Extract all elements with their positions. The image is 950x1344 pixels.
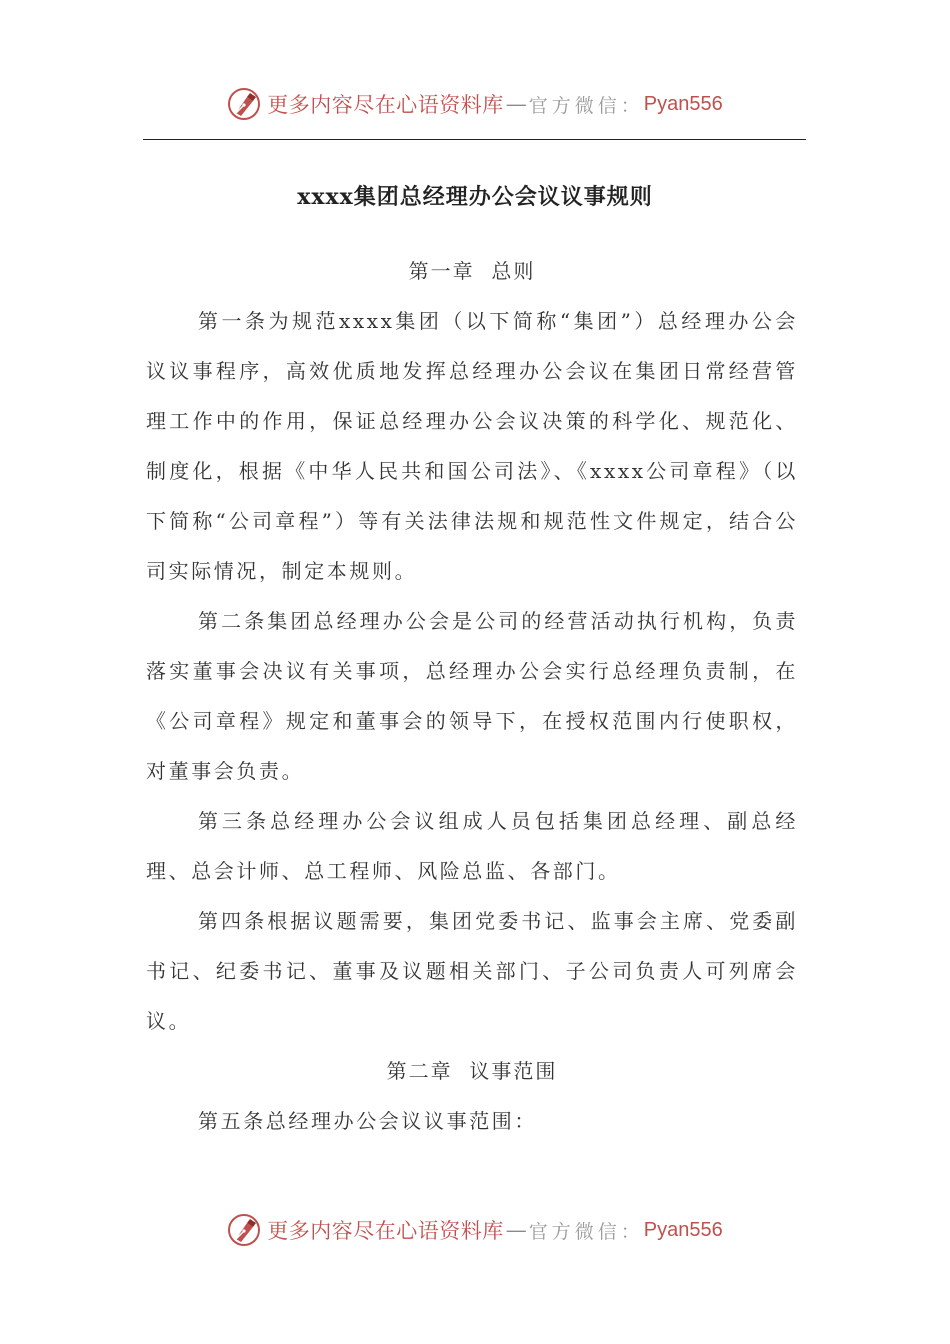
banner-wechat-id: Pyan556 — [643, 1218, 723, 1241]
banner-wechat-id: Pyan556 — [643, 92, 723, 115]
chapter-heading: 第二章 议事范围 — [386, 1059, 558, 1083]
chapter-heading: 第一章 总则 — [408, 259, 536, 283]
article-paragraph: 第一条为规范xxxx集团（以下简称“集团”）总经理办公会议议事程序，高效优质地发挥总经理办公会议在集团日常经营管理工作中的作用，保证总经理办公会议决策的科学化、规范化、制度化，根据《中华人民共和国公司法》、《xxxx公司章程》（以下简称“公司章程”）等有关法律法规和规范性文件规定，结合公司实际情况，制定本规则。 — [146, 309, 798, 583]
banner-wechat-label: 官方微信： — [528, 1220, 644, 1243]
document-title: xxxx集团总经理办公会议议事规则 — [297, 184, 653, 210]
article-paragraph: 第四条根据议题需要，集团党委书记、监事会主席、党委副书记、纪委书记、董事及议题相关部门、子公司负责人可列席会议。 — [146, 909, 798, 1033]
banner-brand-text: 更多内容尽在心语资料库 — [267, 1219, 504, 1243]
article-paragraph: 第二条集团总经理办公会是公司的经营活动执行机构，负责落实董事会决议有关事项，总经理办公会实行总经理负责制，在《公司章程》规定和董事会的领导下，在授权范围内行使职权，对董事会负责。 — [146, 609, 798, 783]
banner-wechat-label: 官方微信： — [528, 94, 644, 117]
banner-brand-text: 更多内容尽在心语资料库 — [267, 93, 504, 117]
article-paragraph: 第三条总经理办公会议组成人员包括集团总经理、副总经理、总会计师、总工程师、风险总监、各部门。 — [146, 809, 798, 883]
banner-separator: — — [505, 92, 527, 116]
banner-separator: — — [505, 1218, 527, 1242]
pen-nib-logo-icon — [227, 1213, 261, 1247]
footer-banner — [0, 1210, 950, 1250]
header-banner — [0, 84, 950, 124]
document-body — [146, 246, 798, 1146]
header-divider — [143, 139, 806, 140]
article-paragraph: 第五条总经理办公会议议事范围： — [198, 1109, 537, 1133]
pen-nib-logo-icon — [227, 87, 261, 121]
